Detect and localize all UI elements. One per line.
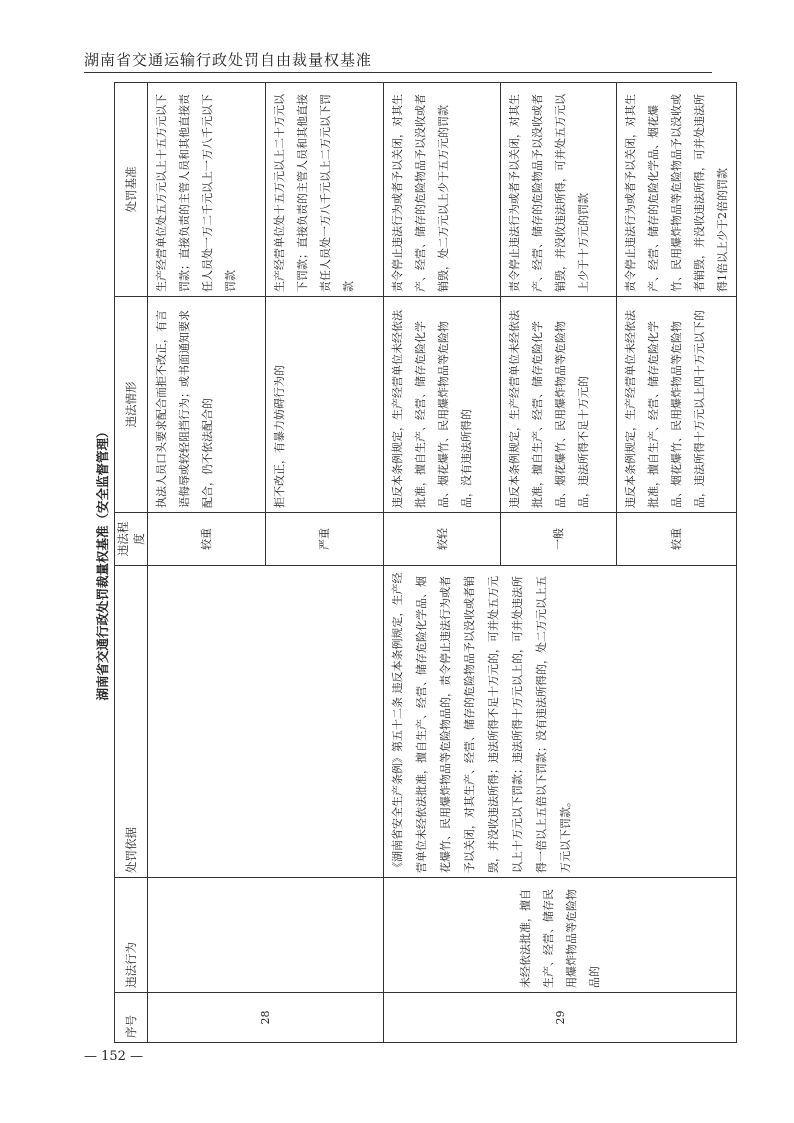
- rotated-table-block: [92, 83, 729, 1043]
- page-number: — 152 —: [84, 1049, 144, 1064]
- row-28-circumstance-2: 拒不改正，有暴力妨碍行为的: [266, 297, 384, 513]
- row-29-circumstance-2: 违反本条例规定，生产经营单位未经依法批准，擅自生产、经营、储存危险化学品、烟花爆竹、民用爆炸物品等危险物品，违法所得不足十万元的: [501, 297, 617, 513]
- header-standard: 处罚基准: [115, 83, 148, 297]
- header-degree: 违法程度: [115, 513, 148, 566]
- row-29-standard-1: 责令停止违法行为或者予以关闭，对其生产、经营、储存的危险物品予以没收或者销毁，处二万元以上少于五万元的罚款: [384, 83, 501, 297]
- row-29-circumstance-3: 违反本条例规定，生产经营单位未经依法批准，擅自生产、经营、储存危险化学品、烟花爆竹、民用爆炸物品等危险物品，违法所得十万元以上四十万元以下的: [617, 297, 737, 513]
- row-28-seq: 28: [148, 993, 384, 1043]
- row-29-standard-3: 责令停止违法行为或者予以关闭，对其生产、经营、储存的危险化学品、烟花爆竹、民用爆炸物品等危险物品予以没收或者销毁，并没收违法所得，可并处违法所得1倍以上少于2倍的罚款: [617, 83, 737, 297]
- row-29-degree-1: 较轻: [384, 513, 501, 566]
- header-circumstance: 违法情形: [115, 297, 148, 513]
- row-29-seq: 29: [384, 993, 737, 1043]
- table-caption: 湖南省交通行政处罚裁量权基准（安全监督管理）: [95, 425, 110, 701]
- page-header-title: 湖南省交通运输行政处罚自由裁量权基准: [84, 51, 373, 69]
- header-behavior: 违法行为: [115, 878, 148, 993]
- penalty-table: [114, 82, 737, 1043]
- table-row: [384, 83, 501, 1043]
- table-row: [148, 83, 266, 1043]
- row-29-degree-3: 较重: [617, 513, 737, 566]
- row-28-standard-2: 生产经营单位处十五万元以上二十万元以下罚款；直接负责的主管人员和其他直接责任人员处一万八千元以上二万元以下罚款: [266, 83, 384, 297]
- header-rule: [84, 72, 712, 73]
- row-28-standard-1: 生产经营单位处五万元以上十五万元以下罚款；直接负责的主管人员和其他直接责任人员处一万二千元以上一万八千元以下罚款: [148, 83, 266, 297]
- row-29-circumstance-1: 违反本条例规定，生产经营单位未经依法批准，擅自生产、经营、储存危险化学品、烟花爆竹、民用爆炸物品等危险物品，没有违法所得的: [384, 297, 501, 513]
- row-28-basis: [148, 566, 384, 878]
- header-basis: 处罚依据: [115, 566, 148, 878]
- row-29-standard-2: 责令停止违法行为或者予以关闭，对其生产、经营、储存的危险物品予以没收或者销毁，并没收违法所得，可并处五万元以上少于十万元的罚款: [501, 83, 617, 297]
- row-28-degree-1: 较重: [148, 513, 266, 566]
- header-seq: 序号: [115, 993, 148, 1043]
- row-29-degree-2: 一般: [501, 513, 617, 566]
- row-29-basis: 《湖南省安全生产条例》第五十二条 违反本条例规定，生产经营单位未经依法批准，擅自生产、经营、储存危险化学品、烟花爆竹、民用爆炸物品等危险物品的，责令停止违法行为或者予以关闭，对其生产、经营、储存的危险物品予以没收或者销毁，并没收违法所得；违法所得不足十万元的，可并处五万元以上十万元以下罚款；违法所得十万元以上的，可并处违法所得一倍以上五倍以下罚款；没有违法所得的，处二万元以上五万元以下罚款。: [384, 566, 737, 878]
- row-28-degree-2: 严重: [266, 513, 384, 566]
- row-28-circumstance-1: 执法人员口头要求配合而拒不改正，有言语侮辱或较轻阻挡行为；或书面通知要求配合，仍不依法配合的: [148, 297, 266, 513]
- table-header-row: [115, 83, 148, 1043]
- row-28-behavior: [148, 878, 384, 993]
- row-29-behavior: 未经依法批准，擅自生产、经营、储存民用爆炸物品等危险物品的: [384, 878, 737, 993]
